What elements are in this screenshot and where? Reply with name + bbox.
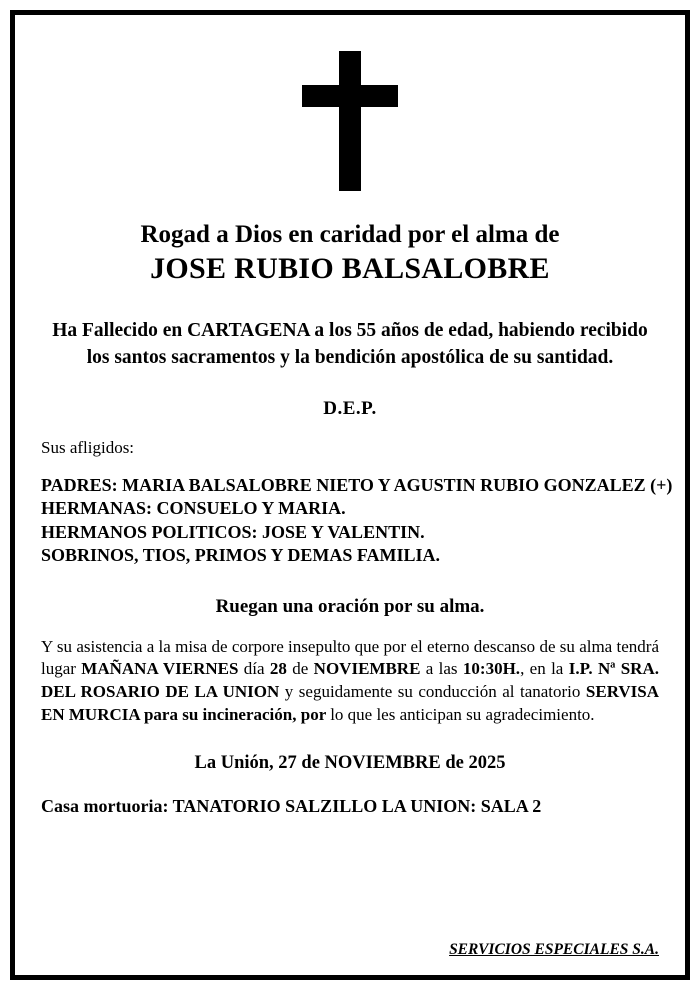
cross-icon <box>302 51 398 191</box>
headline: Rogad a Dios en caridad por el alma de <box>140 221 560 248</box>
spacer <box>41 827 659 941</box>
service-month: NOVIEMBRE <box>313 659 421 679</box>
dep-text: D.E.P. <box>323 398 377 420</box>
cross-vertical-bar <box>339 51 361 191</box>
service-text-part7: para su incineración, por <box>139 704 331 724</box>
service-text-part4: a las <box>420 659 463 679</box>
service-time: 10:30H. <box>462 659 521 679</box>
service-crematorium: SERVISA EN MURCIA <box>41 682 660 724</box>
list-item: HERMANAS: CONSUELO Y MARIA. <box>41 498 346 519</box>
service-details <box>41 636 659 727</box>
service-day-name: MAÑANA VIERNES <box>81 659 239 679</box>
family-list <box>41 474 673 568</box>
afflicted-lead: Sus afligidos: <box>41 438 135 458</box>
list-item: HERMANOS POLITICOS: JOSE Y VALENTIN. <box>41 521 425 542</box>
service-text-part1: Y su asistencia a la misa de corpore insepulto que por el eterno descanso de su alma tendrá lugar <box>41 636 659 679</box>
service-day-number: 28 <box>269 659 287 679</box>
service-text-part5: , en la <box>520 659 569 679</box>
place-and-date: La Unión, 27 de NOVIEMBRE de 2025 <box>194 752 506 773</box>
list-item: PADRES: MARIA BALSALOBRE NIETO Y AGUSTIN RUBIO GONZALEZ (+) <box>41 475 673 496</box>
service-text-part8: lo que les anticipan su agradecimiento. <box>330 704 595 724</box>
funeral-provider: SERVICIOS ESPECIALES S.A. <box>449 941 659 958</box>
deceased-name: JOSE RUBIO BALSALOBRE <box>150 252 550 286</box>
mortuary-info: Casa mortuoria: TANATORIO SALZILLO LA UNION: SALA 2 <box>41 795 542 816</box>
service-text-part2: día <box>238 659 270 679</box>
list-item: SOBRINOS, TIOS, PRIMOS Y DEMAS FAMILIA. <box>41 545 441 566</box>
service-text-part6: y seguidamente su conducción al tanatorio <box>279 682 586 702</box>
service-text-part3: de <box>286 659 314 679</box>
service-church: I.P. Nª SRA. DEL ROSARIO DE LA UNION <box>41 659 659 702</box>
cross-horizontal-bar <box>302 85 398 107</box>
death-info: Ha Fallecido en CARTAGENA a los 55 años de edad, habiendo recibido los santos sacramentos y la bendición apostólica de su santidad. <box>52 320 648 369</box>
obituary-frame <box>10 10 690 980</box>
cross-icon-container <box>41 51 659 191</box>
prayer-line: Ruegan una oración por su alma. <box>215 595 485 617</box>
